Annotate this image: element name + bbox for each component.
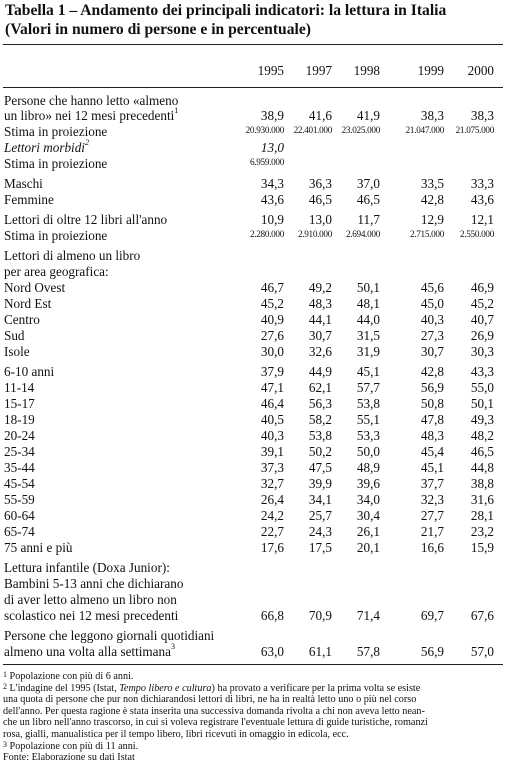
table-cell: 27,7	[420, 508, 444, 523]
table-cell: 49,3	[470, 412, 494, 427]
year-header: 2000	[467, 63, 494, 78]
table-cell: 30,7	[308, 328, 332, 343]
table-cell: 16,6	[420, 540, 444, 555]
footnote-marker: 2	[84, 138, 89, 147]
row-label-text: 45-54	[4, 476, 35, 491]
table-cell: 63,0	[260, 644, 284, 659]
table-cell: 69,7	[420, 608, 444, 623]
table-cell: 2.910.000	[297, 229, 332, 239]
table-cell: 50,1	[356, 280, 380, 295]
table-cell: 57,7	[356, 380, 380, 395]
table-cell: 66,8	[260, 608, 284, 623]
table-cell: 13,0	[308, 212, 332, 227]
table-cell: 58,2	[308, 412, 332, 427]
row-label-text: di aver letto almeno un libro non	[4, 592, 177, 607]
row-label	[4, 344, 30, 360]
table-cell: 2.715.000	[409, 229, 444, 239]
table-cell: 24,2	[260, 508, 284, 523]
table-cell: 37,0	[356, 176, 380, 191]
row-label-text: 18-19	[4, 412, 35, 427]
table-cell: 45,1	[420, 460, 444, 475]
table-cell: 46,7	[260, 280, 284, 295]
row-label-text: 25-34	[4, 444, 35, 459]
row-label	[4, 560, 170, 576]
table-cell: 45,4	[420, 444, 444, 459]
row-label	[4, 628, 214, 644]
table-cell: 44,0	[356, 312, 380, 327]
table-cell: 44,8	[470, 460, 494, 475]
table-cell: 49,2	[308, 280, 332, 295]
table-cell: 67,6	[470, 608, 494, 623]
table-cell: 70,9	[308, 608, 332, 623]
table-cell: 30,7	[420, 344, 444, 359]
row-label	[4, 156, 107, 172]
title-line-1: Tabella 1 – Andamento dei principali indicatori: la lettura in Italia	[5, 2, 447, 19]
table-cell: 71,4	[356, 608, 380, 623]
row-label	[4, 124, 107, 140]
table-cell: 21,7	[420, 524, 444, 539]
table-cell: 40,5	[260, 412, 284, 427]
table-cell: 55,1	[356, 412, 380, 427]
table-cell: 44,9	[308, 364, 332, 379]
row-label	[4, 428, 35, 444]
row-label-text: Lettori morbidi	[4, 140, 85, 155]
table-cell: 30,4	[356, 508, 380, 523]
table-cell: 20,1	[356, 540, 380, 555]
table-cell: 34,1	[308, 492, 332, 507]
table-cell: 2.550.000	[459, 229, 494, 239]
table-cell: 46,5	[470, 444, 494, 459]
footnote-text: Popolazione con più di 6 anni.	[7, 671, 134, 682]
row-label-text: Nord Ovest	[4, 280, 66, 295]
table-cell: 56,9	[420, 644, 444, 659]
table-cell: 39,6	[356, 476, 380, 491]
table-cell: 31,9	[356, 344, 380, 359]
row-label-text: Lettori di almeno un libro	[4, 248, 141, 263]
row-label	[4, 108, 178, 124]
table-cell: 13,0	[260, 140, 284, 155]
table-cell: 30,3	[470, 344, 494, 359]
row-label	[4, 228, 107, 244]
row-label	[4, 476, 35, 492]
table-cell: 48,9	[356, 460, 380, 475]
table-cell: 38,3	[470, 108, 494, 123]
row-label-text: 65-74	[4, 524, 35, 539]
table-cell: 27,3	[420, 328, 444, 343]
row-label	[4, 460, 35, 476]
row-label	[4, 192, 54, 208]
table-cell: 39,1	[260, 444, 284, 459]
row-label-text: 15-17	[4, 396, 35, 411]
table-cell: 32,7	[260, 476, 284, 491]
row-label	[4, 93, 178, 109]
row-label	[4, 412, 35, 428]
row-label	[4, 592, 177, 608]
table-cell: 32,3	[420, 492, 444, 507]
footnote-3	[3, 741, 505, 753]
table-cell: 47,1	[260, 380, 284, 395]
table-cell: 39,9	[308, 476, 332, 491]
row-label	[4, 328, 25, 344]
row-label-text: Stima in proiezione	[4, 156, 108, 171]
row-label-text: Lettura infantile (Doxa Junior):	[4, 560, 170, 575]
table-cell: 40,9	[260, 312, 284, 327]
row-label-text: scolastico nei 12 mesi precedenti	[4, 608, 179, 623]
table-cell: 46,9	[470, 280, 494, 295]
table-cell: 21.075.000	[455, 125, 494, 135]
footnote-2-line: che un libro nell'anno trascorso, in cui si voleva registrare l'eventuale lettura di guide turistiche, romanzi	[3, 717, 428, 729]
footnote-2-line: dell'anno. Per questa ragione è stata inserita una successiva domanda rivolta a chi non aveva letto nean-	[3, 705, 425, 717]
footnote-marker: 3	[170, 642, 175, 651]
table-cell: 45,2	[260, 296, 284, 311]
table-cell: 2.694.000	[345, 229, 380, 239]
table-cell: 55,0	[470, 380, 494, 395]
table-cell: 57,8	[356, 644, 380, 659]
row-label	[4, 280, 65, 296]
table-cell: 17,5	[308, 540, 332, 555]
table-cell: 23,2	[470, 524, 494, 539]
table-cell: 32,6	[308, 344, 332, 359]
table-cell: 45,1	[356, 364, 380, 379]
footnote-number: 1	[3, 670, 7, 679]
footnote-2-line: una quota di persone che pur non dichiarandosi lettori di libri, ne ha in realtà letto uno o più nel corso	[3, 694, 417, 706]
table-cell: 46,5	[308, 192, 332, 207]
row-label-text: 60-64	[4, 508, 35, 523]
table-cell: 24,3	[308, 524, 332, 539]
row-label	[4, 524, 35, 540]
table-cell: 46,5	[356, 192, 380, 207]
row-label-text: 75 anni e più	[4, 540, 73, 555]
table-cell: 37,3	[260, 460, 284, 475]
table-cell: 6.959.000	[249, 157, 284, 167]
table-cell: 42,8	[420, 364, 444, 379]
row-label-text: Stima in proiezione	[4, 228, 108, 243]
footnote-marker: 1	[174, 106, 179, 115]
table-cell: 50,8	[420, 396, 444, 411]
table-cell: 47,8	[420, 412, 444, 427]
row-label	[4, 396, 35, 412]
row-label	[4, 380, 34, 396]
table-cell: 50,2	[308, 444, 332, 459]
table-cell: 11,7	[357, 212, 380, 227]
row-label	[4, 508, 35, 524]
row-label-text: 6-10 anni	[4, 364, 55, 379]
year-header: 1999	[417, 63, 444, 78]
footnote-text: L'indagine del 1995 (Istat,	[7, 682, 120, 694]
table-cell: 10,9	[260, 212, 284, 227]
table-cell: 22,7	[260, 524, 284, 539]
table-cell: 43,6	[260, 192, 284, 207]
row-label	[4, 248, 140, 264]
row-label	[4, 312, 40, 328]
table-cell: 45,0	[420, 296, 444, 311]
footnote-text: ) ha provato a verificare per la prima volta se esiste	[211, 682, 421, 694]
footnote-2-line: rosa, gialli, manualistica per il tempo libero, libri ricevuti in omaggio in edicola, ecc.	[3, 728, 349, 740]
table-cell: 36,3	[308, 176, 332, 191]
footnote-number: 3	[3, 739, 7, 749]
row-label	[4, 644, 175, 660]
table-cell: 25,7	[308, 508, 332, 523]
row-label	[4, 176, 43, 192]
table-cell: 23.025.000	[341, 125, 380, 135]
table-cell: 56,9	[420, 380, 444, 395]
table-cell: 50,0	[356, 444, 380, 459]
table-cell: 62,1	[308, 380, 332, 395]
title-line-2: (Valori in numero di persone e in percentuale)	[5, 21, 311, 38]
table-cell: 41,9	[356, 108, 380, 123]
table-cell: 43,3	[470, 364, 494, 379]
table-cell: 41,6	[308, 108, 332, 123]
table-cell: 34,3	[260, 176, 284, 191]
table-cell: 61,1	[308, 644, 332, 659]
table-cell: 31,6	[470, 492, 494, 507]
row-label	[4, 212, 167, 228]
row-label-text: Centro	[4, 312, 40, 327]
row-label-text: Persone che hanno letto «almeno	[4, 93, 179, 108]
table-cell: 26,9	[470, 328, 494, 343]
top-rule	[3, 44, 503, 45]
row-label-text: Femmine	[4, 192, 54, 207]
table-cell: 43,6	[470, 192, 494, 207]
row-label-text: almeno una volta alla settimana	[4, 644, 171, 659]
table-cell: 48,2	[470, 428, 494, 443]
table-cell: 38,3	[420, 108, 444, 123]
table-cell: 45,2	[470, 296, 494, 311]
table-cell: 26,1	[356, 524, 380, 539]
table-cell: 50,1	[470, 396, 494, 411]
row-label-text: 11-14	[4, 380, 35, 395]
year-header: 1997	[305, 63, 332, 78]
row-label-text: 20-24	[4, 428, 35, 443]
table-cell: 26,4	[260, 492, 284, 507]
source-note: Fonte: Elaborazione su dati Istat	[3, 752, 135, 764]
table-title	[5, 1, 505, 39]
footnote-text: Popolazione con più di 11 anni.	[7, 740, 139, 752]
footnote-1	[3, 671, 505, 683]
row-label	[4, 444, 35, 460]
table-cell: 56,3	[308, 396, 332, 411]
row-label-text: Persone che leggono giornali quotidiani	[4, 628, 215, 643]
row-label	[4, 364, 54, 380]
footnote-italic: Tempo libero e cultura	[119, 682, 212, 694]
table-cell: 27,6	[260, 328, 284, 343]
table-cell: 34,0	[356, 492, 380, 507]
table-cell: 47,5	[308, 460, 332, 475]
table-cell: 40,3	[260, 428, 284, 443]
table-cell: 45,6	[420, 280, 444, 295]
row-label-text: Stima in proiezione	[4, 124, 108, 139]
table-cell: 30,0	[260, 344, 284, 359]
table-cell: 40,7	[470, 312, 494, 327]
table-cell: 53,8	[308, 428, 332, 443]
table-cell: 44,1	[308, 312, 332, 327]
table-cell: 15,9	[470, 540, 494, 555]
row-label-text: Nord Est	[4, 296, 52, 311]
year-header: 1998	[353, 63, 380, 78]
row-label-text: Bambini 5-13 anni che dichiarano	[4, 576, 184, 591]
table-cell: 28,1	[470, 508, 494, 523]
row-label-text: un libro» nei 12 mesi precedenti	[4, 108, 175, 123]
row-label-text: Isole	[4, 344, 30, 359]
table-cell: 53,8	[356, 396, 380, 411]
year-header: 1995	[257, 63, 284, 78]
row-label-text: Lettori di oltre 12 libri all'anno	[4, 212, 168, 227]
table-cell: 21.047.000	[405, 125, 444, 135]
row-label-text: per area geografica:	[4, 264, 109, 279]
table-cell: 2.280.000	[249, 229, 284, 239]
table-cell: 57,0	[470, 644, 494, 659]
table-cell: 53,3	[356, 428, 380, 443]
table-cell: 31,5	[356, 328, 380, 343]
row-label	[4, 140, 89, 156]
table-cell: 22.401.000	[293, 125, 332, 135]
table-cell: 48,1	[356, 296, 380, 311]
table-cell: 17,6	[260, 540, 284, 555]
table-cell: 37,7	[420, 476, 444, 491]
row-label-text: 35-44	[4, 460, 35, 475]
table-cell: 38,8	[470, 476, 494, 491]
table-cell: 12,1	[470, 212, 494, 227]
footnotes	[3, 671, 505, 764]
row-label-text: Maschi	[4, 176, 43, 191]
table-cell: 33,3	[470, 176, 494, 191]
table-cell: 12,9	[420, 212, 444, 227]
table-cell: 38,9	[260, 108, 284, 123]
bottom-rule	[3, 664, 503, 665]
table-cell: 20.930.000	[245, 125, 284, 135]
header-rule	[3, 87, 503, 88]
table-cell: 33,5	[420, 176, 444, 191]
row-label	[4, 576, 183, 592]
table-cell: 48,3	[420, 428, 444, 443]
row-label	[4, 296, 51, 312]
row-label-text: Sud	[4, 328, 25, 343]
row-label	[4, 540, 73, 556]
row-label	[4, 492, 35, 508]
row-label	[4, 264, 109, 280]
row-label	[4, 608, 178, 624]
table-cell: 37,9	[260, 364, 284, 379]
footnote-number: 2	[3, 681, 7, 691]
table-cell: 46,4	[260, 396, 284, 411]
table-cell: 48,3	[308, 296, 332, 311]
table-cell: 40,3	[420, 312, 444, 327]
table-cell: 42,8	[420, 192, 444, 207]
footnote-2	[3, 683, 505, 695]
row-label-text: 55-59	[4, 492, 35, 507]
